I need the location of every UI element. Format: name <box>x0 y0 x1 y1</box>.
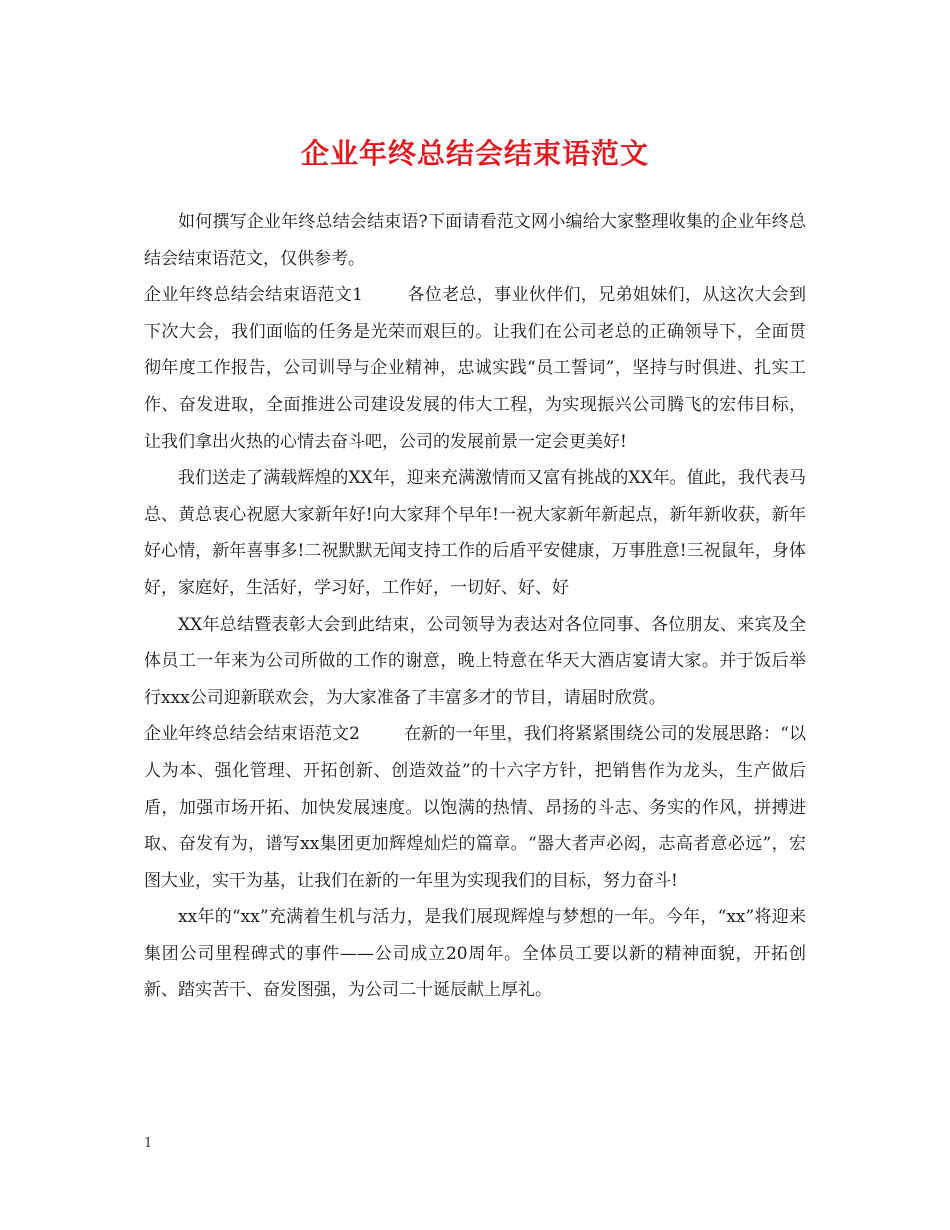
paragraph-intro: 如何撰写企业年终总结会结束语?下面请看范文网小编给大家整理收集的企业年终总结会结束语范文，仅供参考。 <box>144 212 806 269</box>
paragraph-anniversary: xx年的“xx”充满着生机与活力，是我们展现辉煌与梦想的一年。今年，“xx”将迎来集团公司里程碑式的事件——公司成立20周年。全体员工要以新的精神面貌，开拓创新、踏实苦干、奋发图强，为公司二十诞辰献上厚礼。 <box>144 907 806 1001</box>
paragraph-closing-notice: XX年总结暨表彰大会到此结束，公司领导为表达对各位同事、各位朋友、来宾及全体员工一年来为公司所做的工作的谢意，晚上特意在华天大酒店宴请大家。并于饭后举行xxx公司迎新联欢会，为大家准备了丰富多才的节目，请届时欣赏。 <box>144 614 806 708</box>
paragraph-sample-2 <box>144 716 806 899</box>
document-body <box>144 204 806 1009</box>
paragraph-sample-1-text: 各位老总，事业伙伴们，兄弟姐妹们，从这次大会到下次大会，我们面临的任务是光荣而艰巨的。让我们在公司老总的正确领导下，全面贯彻年度工作报告，公司训导与企业精神，忠诚实践“员工誓词”，坚持与时俱进、扎实工作、奋发进取，全面推进公司建设发展的伟大工程，为实现振兴公司腾飞的宏伟目标，让我们拿出火热的心情去奋斗吧，公司的发展前景一定会更美好! <box>144 285 806 452</box>
page-number: 1 <box>144 1136 153 1151</box>
paragraph-sample-2-text: 在新的一年里，我们将紧紧围绕公司的发展思路：“以人为本、强化管理、开拓创新、创造效益”的十六字方针，把销售作为龙头，生产做后盾，加强市场开拓、加快发展速度。以饱满的热情、昂扬的斗志、务实的作风，拼搏进取、奋发有为，谱写xx集团更加辉煌灿烂的篇章。“器大者声必闳，志高者意必远”，宏图大业，实干为基，让我们在新的一年里为实现我们的目标，努力奋斗! <box>144 724 806 891</box>
section-heading-sample-1: 企业年终总结会结束语范文1 <box>144 285 363 306</box>
document-title: 企业年终总结会结束语范文 <box>300 137 649 170</box>
paragraph-new-year-wishes: 我们送走了满载辉煌的XX年，迎来充满激情而又富有挑战的XX年。值此，我代表马总、黄总衷心祝愿大家新年好!向大家拜个早年!一祝大家新年新起点，新年新收获，新年好心情，新年喜事多!二祝默默无闻支持工作的后盾平安健康，万事胜意!三祝鼠年，身体好，家庭好，生活好，学习好，工作好，一切好、好、好 <box>144 468 806 598</box>
paragraph-sample-1 <box>144 277 806 460</box>
section-heading-sample-2: 企业年终总结会结束语范文2 <box>144 724 360 745</box>
